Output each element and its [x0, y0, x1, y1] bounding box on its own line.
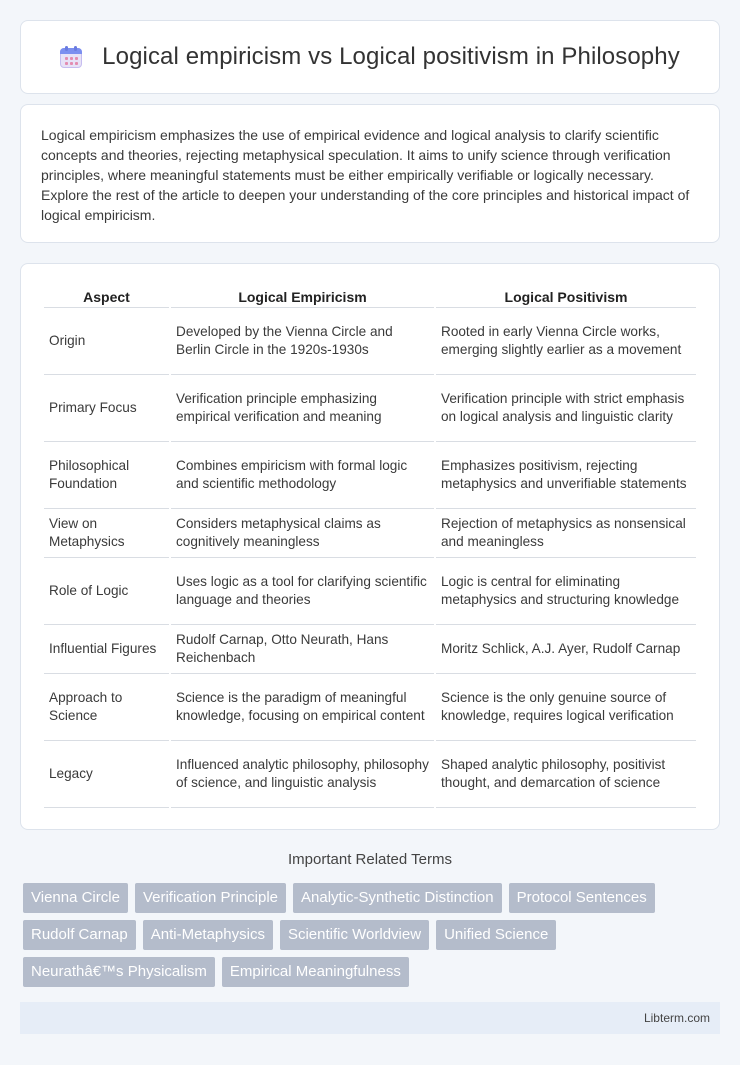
cell-positivism: Moritz Schlick, A.J. Ayer, Rudolf Carnap [436, 625, 696, 674]
related-term-tag[interactable]: Rudolf Carnap [23, 920, 136, 950]
cell-aspect: Influential Figures [44, 625, 169, 674]
cell-positivism: Logic is central for eliminating metaphysics and structuring knowledge [436, 558, 696, 625]
cell-empiricism: Rudolf Carnap, Otto Neurath, Hans Reichenbach [171, 625, 434, 674]
cell-aspect: View on Metaphysics [44, 509, 169, 558]
page-title: Logical empiricism vs Logical positivism in Philosophy [102, 43, 680, 70]
cell-empiricism: Science is the paradigm of meaningful knowledge, focusing on empirical content [171, 674, 434, 741]
column-header-aspect: Aspect [44, 284, 169, 308]
comparison-table-card [20, 263, 720, 830]
table-row [44, 674, 696, 741]
cell-empiricism: Developed by the Vienna Circle and Berlin Circle in the 1920s-1930s [171, 308, 434, 375]
related-terms-title: Important Related Terms [288, 851, 452, 868]
table-row [44, 741, 696, 808]
table-row [44, 558, 696, 625]
cell-aspect: Approach to Science [44, 674, 169, 741]
table-row [44, 375, 696, 442]
comparison-table [42, 284, 698, 808]
cell-empiricism: Verification principle emphasizing empirical verification and meaning [171, 375, 434, 442]
cell-positivism: Rejection of metaphysics as nonsensical and meaningless [436, 509, 696, 558]
cell-positivism: Shaped analytic philosophy, positivist thought, and demarcation of science [436, 741, 696, 808]
related-term-tag[interactable]: Vienna Circle [23, 883, 128, 913]
cell-positivism: Emphasizes positivism, rejecting metaphysics and unverifiable statements [436, 442, 696, 509]
cell-aspect: Legacy [44, 741, 169, 808]
table-header-row [44, 284, 696, 308]
related-term-tag[interactable]: Unified Science [436, 920, 556, 950]
calendar-icon [60, 46, 82, 68]
cell-empiricism: Influenced analytic philosophy, philosophy of science, and linguistic analysis [171, 741, 434, 808]
related-term-tag[interactable]: Anti-Metaphysics [143, 920, 273, 950]
cell-positivism: Verification principle with strict emphasis on logical analysis and linguistic clarity [436, 375, 696, 442]
title-card [20, 20, 720, 94]
related-terms-list [23, 883, 723, 987]
intro-card [20, 104, 720, 243]
cell-empiricism: Uses logic as a tool for clarifying scientific language and theories [171, 558, 434, 625]
related-term-tag[interactable]: Empirical Meaningfulness [222, 957, 409, 987]
cell-aspect: Primary Focus [44, 375, 169, 442]
table-row [44, 509, 696, 558]
cell-positivism: Science is the only genuine source of knowledge, requires logical verification [436, 674, 696, 741]
related-term-tag[interactable]: Verification Principle [135, 883, 286, 913]
related-term-tag[interactable]: Neurathâ€™s Physicalism [23, 957, 215, 987]
table-row [44, 308, 696, 375]
cell-aspect: Origin [44, 308, 169, 375]
cell-empiricism: Considers metaphysical claims as cognitively meaningless [171, 509, 434, 558]
table-row [44, 625, 696, 674]
footer-site-link[interactable]: Libterm.com [643, 1011, 710, 1025]
table-row [44, 442, 696, 509]
cell-empiricism: Combines empiricism with formal logic and scientific methodology [171, 442, 434, 509]
intro-text: Logical empiricism emphasizes the use of empirical evidence and logical analysis to clarify scientific concepts and theories, rejecting metaphysical speculation. It aims to unify science through verification principles, where meaningful statements must be either empirically verifiable or logically necessary. Explore the rest of the article to deepen your understanding of the core principles and historical impact of logical empiricism. [41, 127, 690, 223]
related-term-tag[interactable]: Analytic-Synthetic Distinction [293, 883, 502, 913]
column-header-logical-empiricism: Logical Empiricism [171, 284, 434, 308]
related-term-tag[interactable]: Scientific Worldview [280, 920, 429, 950]
cell-aspect: Role of Logic [44, 558, 169, 625]
related-term-tag[interactable]: Protocol Sentences [509, 883, 655, 913]
cell-positivism: Rooted in early Vienna Circle works, emerging slightly earlier as a movement [436, 308, 696, 375]
column-header-logical-positivism: Logical Positivism [436, 284, 696, 308]
cell-aspect: Philosophical Foundation [44, 442, 169, 509]
footer [20, 1002, 720, 1034]
